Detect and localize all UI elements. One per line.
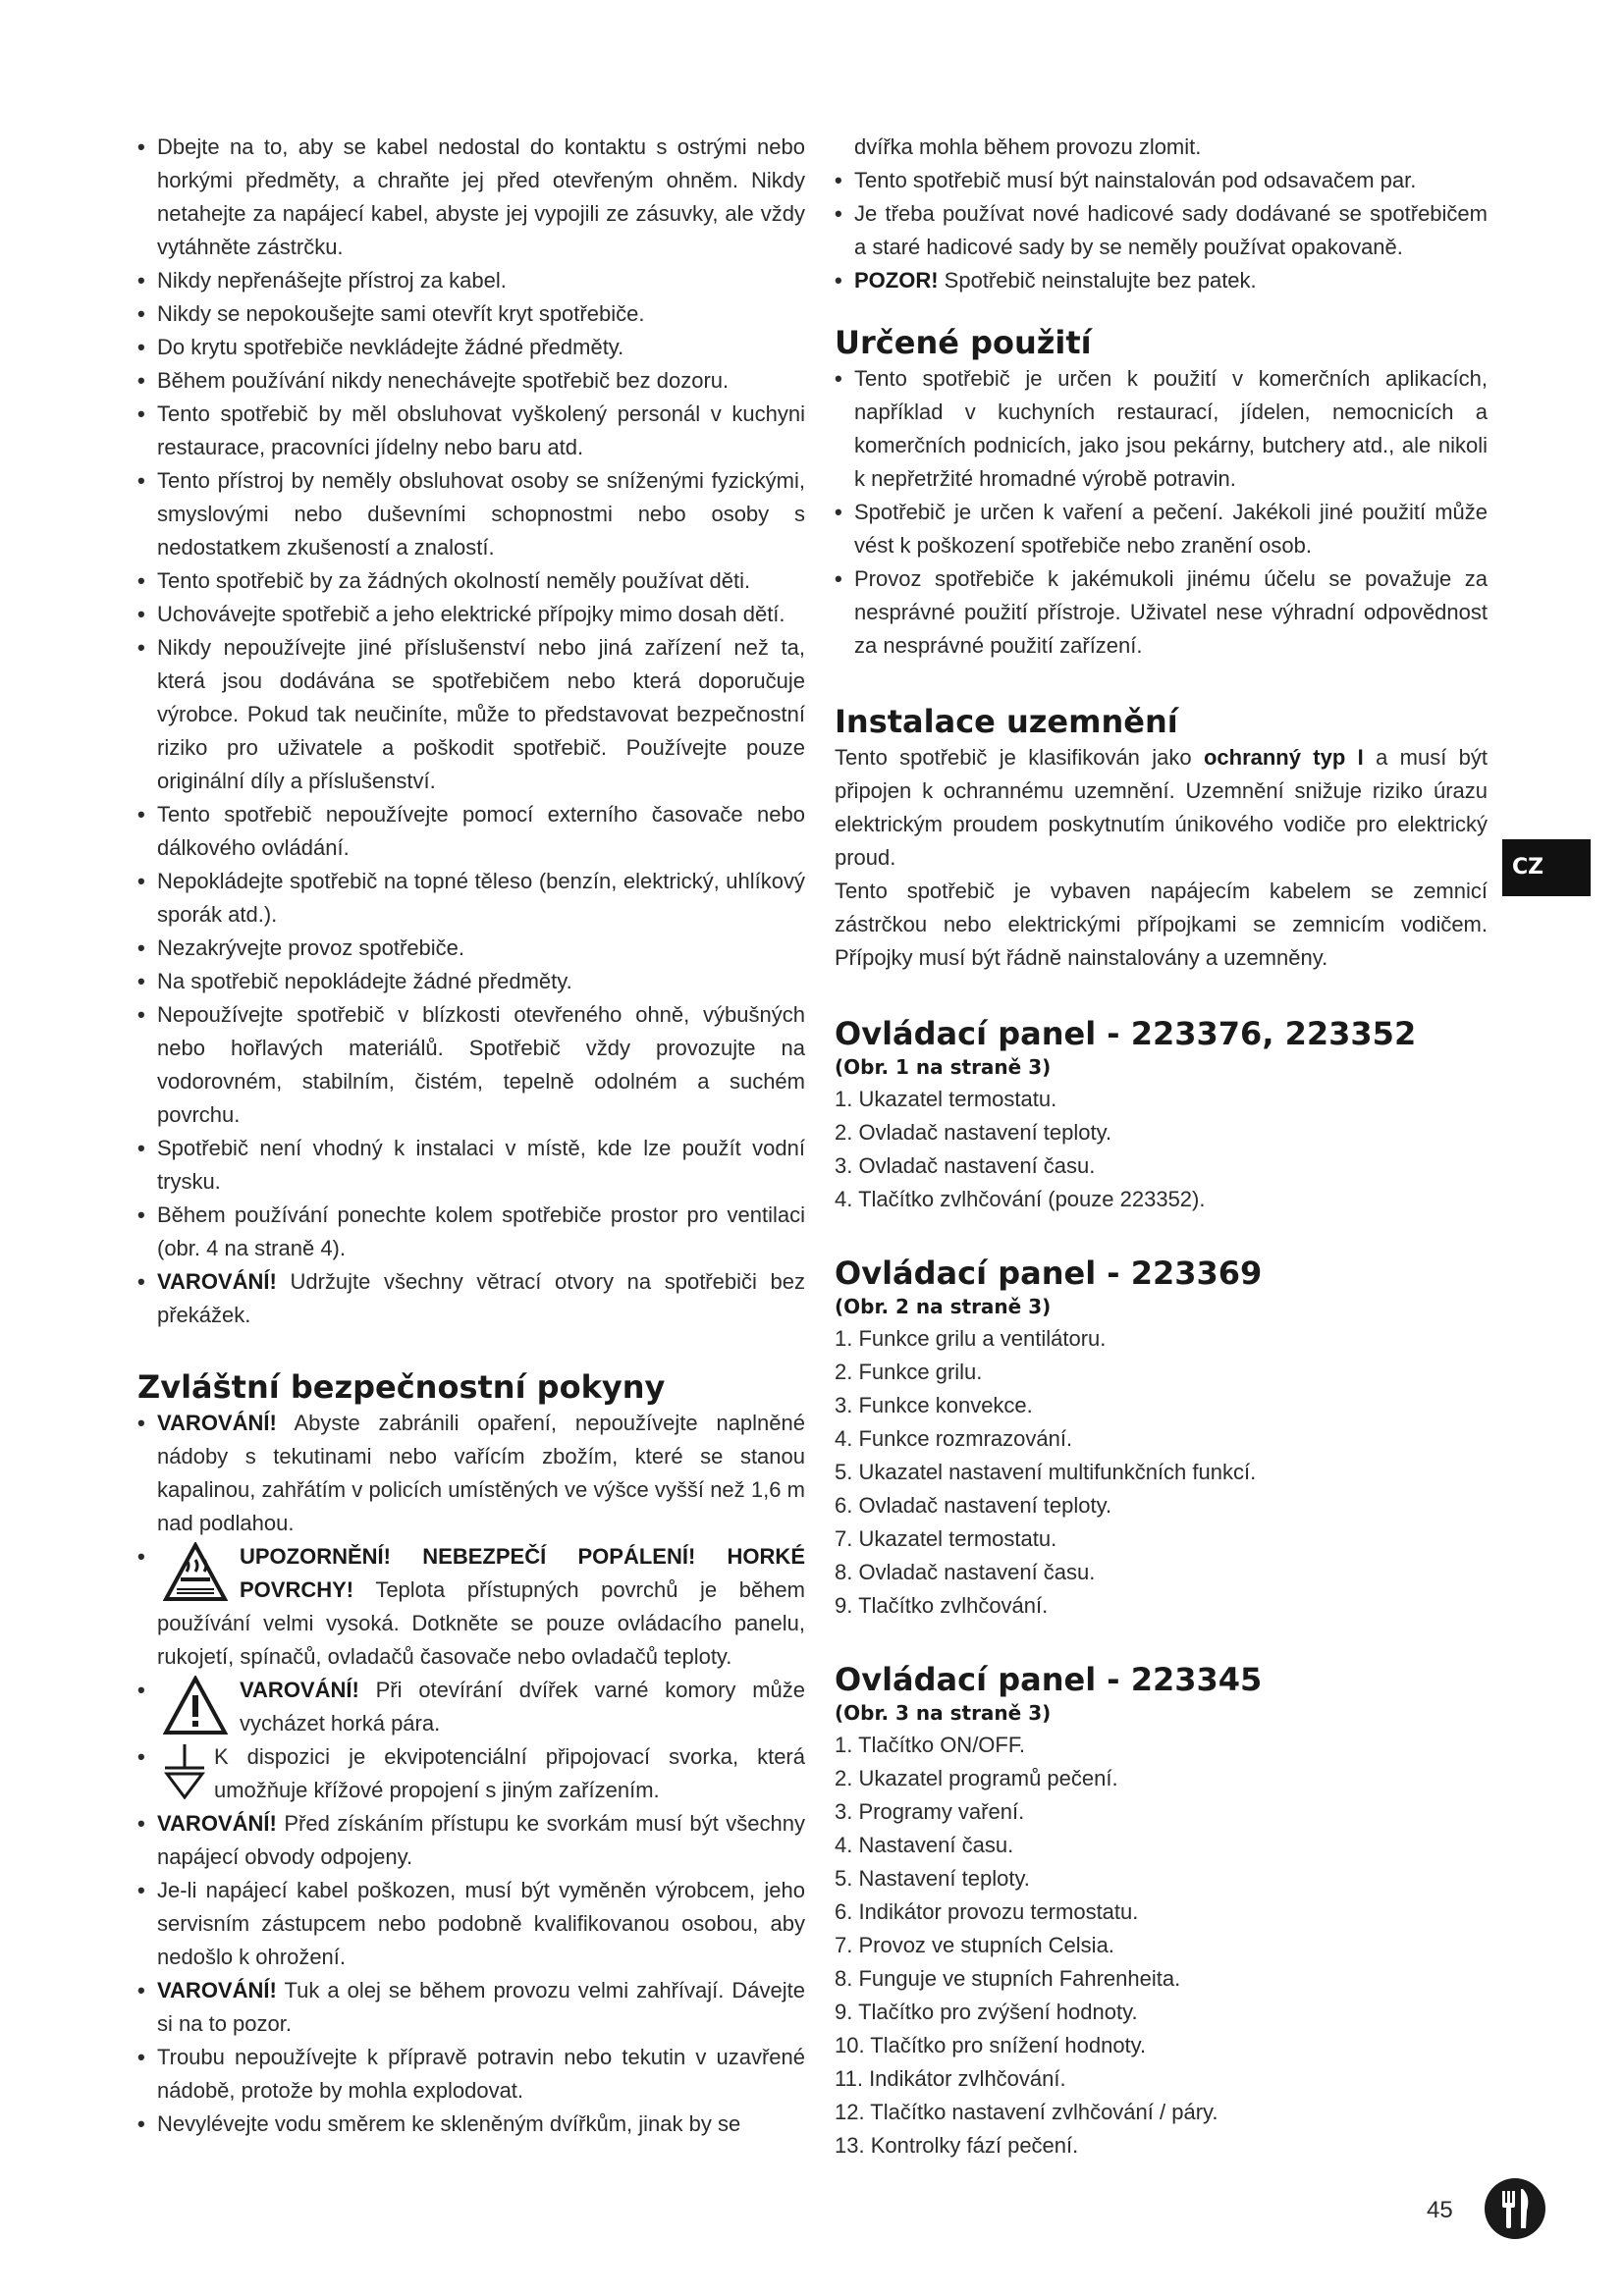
panel-2-list bbox=[835, 1322, 1488, 1623]
figure-reference: (Obr. 3 na straně 3) bbox=[835, 1701, 1052, 1725]
section-title-panel-3: Ovládací panel - 223345 bbox=[835, 1661, 1263, 1698]
warning-keyword: POZOR! bbox=[854, 268, 939, 293]
continued-text: dvířka mohla během provozu zlomit. bbox=[854, 134, 1202, 159]
grounding-paragraph-1 bbox=[835, 741, 1488, 875]
warning-text: Spotřebič neinstalujte bez patek. bbox=[938, 268, 1257, 293]
list-item: 7. Ukazatel termostatu. bbox=[835, 1526, 1057, 1551]
list-item: 6. Indikátor provozu termostatu. bbox=[835, 1899, 1139, 1924]
list-item bbox=[137, 1540, 805, 1674]
list-item: • Během používání ponechte kolem spotřebiče prostor pro ventilaci (obr. 4 na straně 4). bbox=[137, 1199, 805, 1265]
warning-text: Před získáním přístupu ke svorkám musí být všechny napájecí obvody odpojeny. bbox=[157, 1811, 805, 1869]
list-item: 2. Ovladač nastavení teploty. bbox=[835, 1120, 1112, 1145]
list-item: 5. Nastavení teploty. bbox=[835, 1866, 1030, 1891]
list-item bbox=[137, 1974, 805, 2041]
panel-3-list bbox=[835, 1729, 1488, 2163]
warning-text: Teplota přístupných povrchů je během používání velmi vysoká. Dotkněte se pouze ovládacího panelu, rukojetí, spínačů, ovladačů časovače nebo ovladačů teploty. bbox=[157, 1577, 805, 1669]
list-item: 1. Tlačítko ON/OFF. bbox=[835, 1733, 1025, 1757]
warning-keyword: VAROVÁNÍ! bbox=[240, 1678, 359, 1702]
list-item: • Nepoužívejte spotřebič v blízkosti otevřeného ohně, výbušných nebo hořlavých materiálů. Spotřebič vždy provozujte na vodorovném, stabilním, čistém, tepelně odolném a suchém povrchu. bbox=[137, 998, 805, 1132]
warning-triangle-icon bbox=[163, 1676, 228, 1736]
list-item: 3. Funkce konvekce. bbox=[835, 1393, 1033, 1417]
list-item: 6. Ovladač nastavení teploty. bbox=[835, 1493, 1112, 1518]
intended-use-list bbox=[835, 362, 1488, 663]
list-item: 2. Funkce grilu. bbox=[835, 1360, 983, 1384]
warning-keyword: UPOZORNĚNÍ! NEBEZPEČÍ POPÁLENÍ! HORKÉ POVRCHY! bbox=[240, 1544, 805, 1602]
list-item: 1. Ukazatel termostatu. bbox=[835, 1087, 1057, 1111]
list-item: 3. Programy vaření. bbox=[835, 1799, 1025, 1824]
section-title-grounding: Instalace uzemnění bbox=[835, 703, 1178, 740]
list-item: • Nevylévejte vodu směrem ke skleněným dvířkům, jinak by se bbox=[137, 2108, 805, 2141]
list-item bbox=[137, 1265, 805, 1332]
equipotential-ground-icon bbox=[163, 1744, 206, 1799]
section-title-intended-use: Určené použití bbox=[835, 324, 1092, 361]
right-column bbox=[835, 131, 1488, 2163]
list-item: 2. Ukazatel programů pečení. bbox=[835, 1766, 1118, 1790]
language-tab: CZ bbox=[1502, 839, 1591, 896]
list-item: 7. Provoz ve stupních Celsia. bbox=[835, 1933, 1114, 1957]
list-item bbox=[137, 1674, 805, 1740]
warning-keyword: VAROVÁNÍ! bbox=[157, 1811, 277, 1836]
list-item: • Nikdy nepřenášejte přístroj za kabel. bbox=[137, 264, 805, 297]
section-title-special-safety: Zvláštní bezpečnostní pokyny bbox=[137, 1368, 666, 1406]
list-item: 13. Kontrolky fází pečení. bbox=[835, 2133, 1079, 2158]
warning-keyword: VAROVÁNÍ! bbox=[157, 1411, 277, 1435]
list-item: • Na spotřebič nepokládejte žádné předměty. bbox=[137, 965, 805, 998]
list-item: 3. Ovladač nastavení času. bbox=[835, 1153, 1096, 1178]
list-item: • Tento spotřebič je určen k použití v komerčních aplikacích, například v kuchyních restaurací, jídelen, nemocnicích a komerčních podnicích, jako jsou pekárny, butchery atd., ale nikoli k nepřetržité hromadné výrobě potravin. bbox=[835, 362, 1488, 496]
list-item-text: K dispozici je ekvipotenciální připojovací svorka, která umožňuje křížové propojení s jiným zařízením. bbox=[214, 1744, 805, 1802]
list-item: 12. Tlačítko nastavení zvlhčování / páry. bbox=[835, 2100, 1218, 2124]
list-item: • Dbejte na to, aby se kabel nedostal do kontaktu s ostrými nebo horkými předměty, a chraňte jej před otevřeným ohněm. Nikdy netahejte za napájecí kabel, abyste jej vypojili ze zásuvky, ale vždy vytáhněte zástrčku. bbox=[137, 131, 805, 264]
figure-reference: (Obr. 2 na straně 3) bbox=[835, 1295, 1052, 1318]
warning-text: Abyste zabránili opaření, nepoužívejte naplněné nádoby s tekutinami nebo vařícím zbožím, které se stanou kapalinou, zahřátím v policích umístěných ve výšce vyšší než 1,6 m nad podlahou. bbox=[157, 1411, 805, 1535]
section-title-panel-2: Ovládací panel - 223369 bbox=[835, 1255, 1263, 1292]
list-item: • Nikdy se nepokoušejte sami otevřít kryt spotřebiče. bbox=[137, 297, 805, 331]
list-item: • Nikdy nepoužívejte jiné příslušenství nebo jiná zařízení než ta, která jsou dodávána se spotřebičem nebo která doporučuje výrobce. Pokud tak neučiníte, může to představovat bezpečnostní riziko pro uživatele a poškodit spotřebič. Používejte pouze originální díly a příslušenství. bbox=[137, 631, 805, 798]
special-safety-list bbox=[137, 1407, 805, 2141]
list-item bbox=[137, 1407, 805, 1540]
list-item: • Během používání nikdy nenechávejte spotřebič bez dozoru. bbox=[137, 364, 805, 398]
protection-class-keyword: ochranný typ I bbox=[1203, 745, 1364, 770]
list-item: 9. Tlačítko pro zvýšení hodnoty. bbox=[835, 2000, 1138, 2024]
warning-text: Při otevírání dvířek varné komory může vycházet horká pára. bbox=[240, 1678, 805, 1735]
list-item: • Tento spotřebič musí být nainstalován pod odsavačem par. bbox=[835, 164, 1488, 197]
list-item: • Tento spotřebič by měl obsluhovat vyškolený personál v kuchyni restaurace, pracovníci jídelny nebo baru atd. bbox=[137, 398, 805, 464]
list-item: • Spotřebič není vhodný k instalaci v místě, kde lze použít vodní trysku. bbox=[137, 1132, 805, 1199]
list-item: 10. Tlačítko pro snížení hodnoty. bbox=[835, 2033, 1147, 2057]
warning-keyword: VAROVÁNÍ! bbox=[157, 1978, 277, 2002]
grounding-text: Tento spotřebič je klasifikován jako bbox=[835, 745, 1204, 770]
grounding-paragraph-2: Tento spotřebič je vybaven napájecím kabelem se zemnicí zástrčkou nebo elektrickými přípojkami se zemnicím vodičem. Přípojky musí být řádně nainstalovány a uzemněny. bbox=[835, 879, 1488, 970]
list-item: • Tento spotřebič nepoužívejte pomocí externího časovače nebo dálkového ovládání. bbox=[137, 798, 805, 865]
list-item: 4. Tlačítko zvlhčování (pouze 223352). bbox=[835, 1187, 1206, 1211]
safety-bullet-list bbox=[137, 131, 805, 1332]
list-item: • Nepokládejte spotřebič na topné těleso (benzín, elektrický, uhlíkový sporák atd.). bbox=[137, 865, 805, 932]
page-number: 45 bbox=[1427, 2197, 1453, 2223]
list-item: 9. Tlačítko zvlhčování. bbox=[835, 1593, 1049, 1618]
hot-surface-warning-icon bbox=[163, 1542, 228, 1603]
list-item: • Spotřebič je určen k vaření a pečení. Jakékoli jiné použití může vést k poškození spotřebiče nebo zranění osob. bbox=[835, 496, 1488, 562]
installation-bullet-list bbox=[835, 164, 1488, 297]
list-item bbox=[835, 264, 1488, 297]
panel-1-list bbox=[835, 1083, 1488, 1216]
list-item: • Nezakrývejte provoz spotřebiče. bbox=[137, 932, 805, 965]
list-item: 8. Ovladač nastavení času. bbox=[835, 1560, 1096, 1584]
grounding-text: a musí být připojen k ochrannému uzemnění. Uzemnění snižuje riziko úrazu elektrickým proudem poskytnutím únikového vodiče pro elektrický proud. bbox=[835, 745, 1488, 870]
list-item: • Uchovávejte spotřebič a jeho elektrické přípojky mimo dosah dětí. bbox=[137, 598, 805, 631]
list-item: 4. Nastavení času. bbox=[835, 1833, 1014, 1857]
list-item: 1. Funkce grilu a ventilátoru. bbox=[835, 1326, 1107, 1351]
list-item: • Tento spotřebič by za žádných okolností neměly používat děti. bbox=[137, 564, 805, 598]
list-item: • Troubu nepoužívejte k přípravě potravin nebo tekutin v uzavřené nádobě, protože by mohla explodovat. bbox=[137, 2041, 805, 2108]
list-item: 4. Funkce rozmrazování. bbox=[835, 1426, 1073, 1451]
warning-keyword: VAROVÁNÍ! bbox=[157, 1269, 277, 1294]
left-column bbox=[137, 131, 805, 2141]
list-item: • Do krytu spotřebiče nevkládejte žádné předměty. bbox=[137, 331, 805, 364]
warning-text: Tuk a olej se během provozu velmi zahřívají. Dávejte si na to pozor. bbox=[157, 1978, 805, 2036]
list-item: • Tento přístroj by neměly obsluhovat osoby se sníženými fyzickými, smyslovými nebo duševními schopnostmi nebo osoby s nedostatkem zkušeností a znalostí. bbox=[137, 464, 805, 564]
list-item: 5. Ukazatel nastavení multifunkčních funkcí. bbox=[835, 1460, 1257, 1484]
section-title-panel-1: Ovládací panel - 223376, 223352 bbox=[835, 1015, 1417, 1052]
list-item: • Je-li napájecí kabel poškozen, musí být vyměněn výrobcem, jeho servisním zástupcem nebo podobně kvalifikovanou osobou, aby nedošlo k ohrožení. bbox=[137, 1874, 805, 1974]
list-item: • Provoz spotřebiče k jakémukoli jinému účelu se považuje za nesprávné použití přístroje. Uživatel nese výhradní odpovědnost za nesprávné použití zařízení. bbox=[835, 562, 1488, 663]
list-item bbox=[137, 1807, 805, 1874]
list-item: • Je třeba používat nové hadicové sady dodávané se spotřebičem a staré hadicové sady by se neměly používat opakovaně. bbox=[835, 197, 1488, 264]
list-item bbox=[137, 1740, 805, 1807]
cutlery-logo-icon bbox=[1484, 2177, 1546, 2240]
list-item: 8. Funguje ve stupních Fahrenheita. bbox=[835, 1966, 1181, 1991]
figure-reference: (Obr. 1 na straně 3) bbox=[835, 1055, 1052, 1079]
list-item: 11. Indikátor zvlhčování. bbox=[835, 2066, 1066, 2091]
warning-text: Udržujte všechny větrací otvory na spotřebiči bez překážek. bbox=[157, 1269, 805, 1327]
